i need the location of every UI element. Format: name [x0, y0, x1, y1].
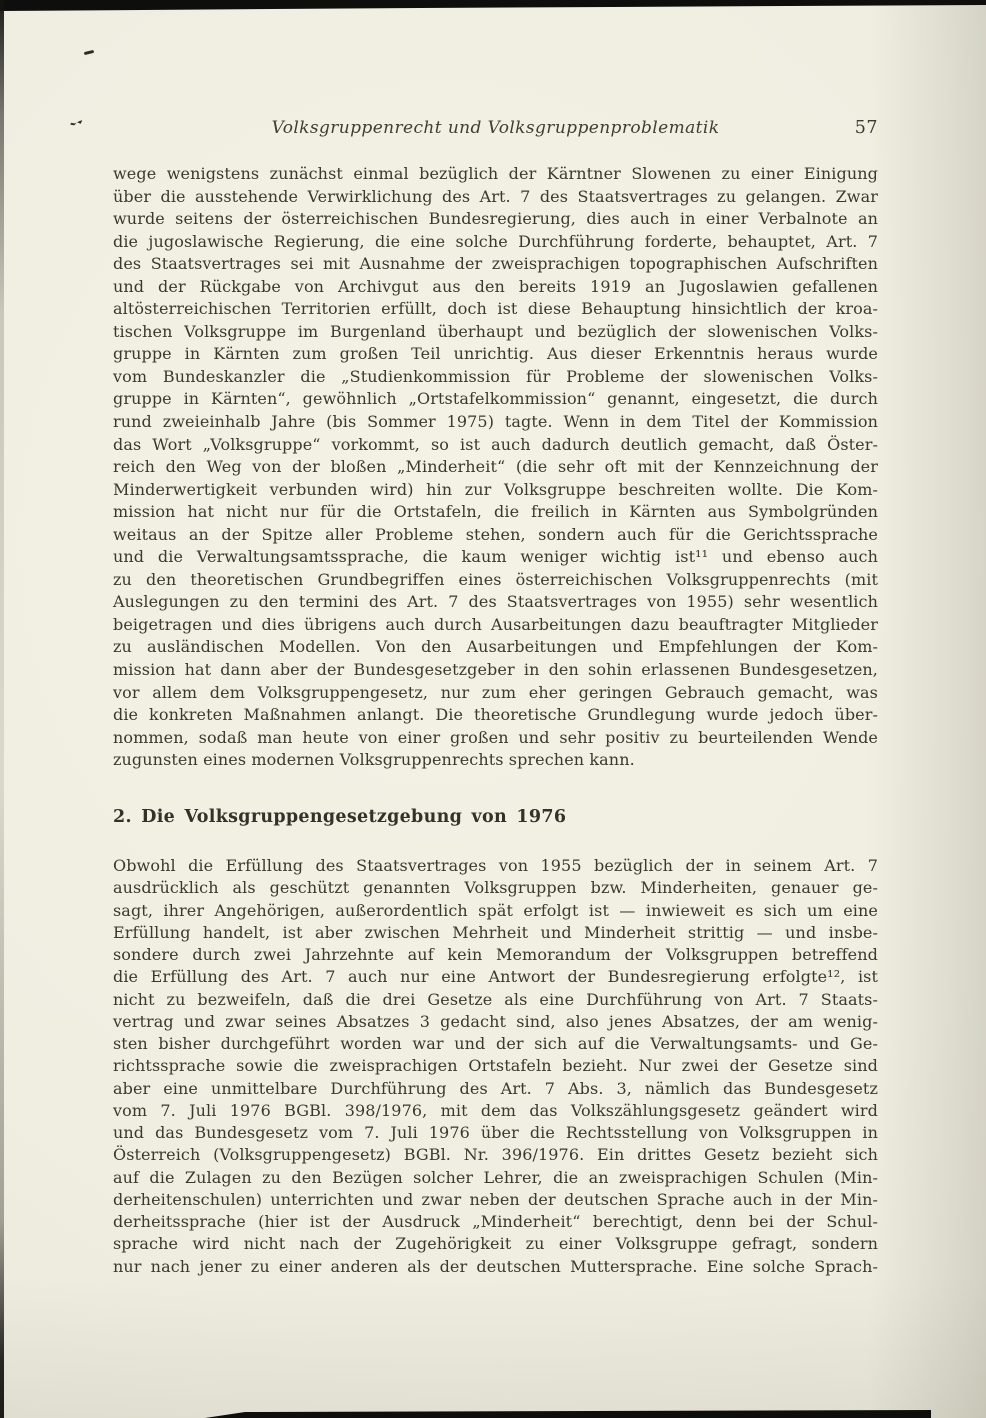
- text-line: vor allem dem Volksgruppengesetz, nur zum eher geringen Gebrauch gemacht, was: [113, 682, 878, 702]
- text-line: reich den Weg von der bloßen „Minderheit“ (die sehr oft mit der Kennzeichnung der: [113, 457, 878, 477]
- text-line: richtssprache sowie die zweisprachigen Ortstafeln bezieht. Nur zwei der Gesetze sind: [113, 1056, 878, 1076]
- text-line: die Erfüllung des Art. 7 auch nur eine Antwort der Bundesregierung erfolgte¹², ist: [113, 967, 878, 987]
- text-line: weitaus an der Spitze aller Probleme stehen, sondern auch für die Gerichtssprache: [113, 524, 878, 544]
- text-line: die jugoslawische Regierung, die eine solche Durchführung forderte, behauptet, Art. 7: [113, 231, 878, 251]
- text-line: Erfüllung handelt, ist aber zwischen Mehrheit und Minderheit strittig — und insbe-: [113, 922, 878, 942]
- text-line: zu den theoretischen Grundbegriffen eines österreichischen Volksgruppenrechts (mit: [113, 569, 878, 589]
- text-line: mission hat dann aber der Bundesgesetzgeber in den sohin erlassenen Bundesgesetzen,: [113, 660, 878, 680]
- text-line: das Wort „Volksgruppe“ vorkommt, so ist auch dadurch deutlich gemacht, daß Öster-: [113, 434, 878, 454]
- text-line: sten bisher durchgeführt worden war und der sich auf die Verwaltungsamts- und Ge-: [113, 1034, 878, 1053]
- text-line: zu ausländischen Modellen. Von den Ausarbeitungen und Empfehlungen der Kom-: [113, 637, 878, 657]
- text-line: wege wenigstens zunächst einmal bezüglich der Kärntner Slowenen zu einer Einigung: [113, 164, 878, 183]
- text-line: gruppe in Kärnten zum großen Teil unrichtig. Aus dieser Erkenntnis heraus wurde: [113, 344, 878, 364]
- text-line: derheitssprache (hier ist der Ausdruck „Minderheit“ berechtigt, denn bei der Schul-: [113, 1212, 878, 1231]
- text-line: sprache wird nicht nach der Zugehörigkeit zu einer Volksgruppe gefragt, sondern: [113, 1234, 878, 1254]
- text-line: die konkreten Maßnahmen anlangt. Die theoretische Grundlegung wurde jedoch über-: [113, 705, 878, 725]
- scan-edge-left: [0, 0, 4, 1418]
- text-line: Minderwertigkeit verbunden wird) hin zur Volksgruppe beschreiten wollte. Die Kom-: [113, 479, 878, 499]
- text-line: und das Bundesgesetz vom 7. Juli 1976 über die Rechtsstellung von Volksgruppen in: [113, 1123, 878, 1142]
- pencil-mark-top: [84, 50, 94, 55]
- text-line: und die Verwaltungsamtssprache, die kaum weniger wichtig ist¹¹ und ebenso auch: [113, 547, 878, 567]
- text-line: altösterreichischen Territorien erfüllt, doch ist diese Behauptung hinsichtlich der kroa-: [113, 299, 878, 319]
- text-line: mission hat nicht nur für die Ortstafeln, die freilich in Kärnten aus Symbolgründen: [113, 502, 878, 522]
- text-line: wurde seitens der österreichischen Bundesregierung, dies auch in einer Verbalnote an: [113, 209, 878, 229]
- paragraph-continuation: [113, 163, 878, 772]
- text-line: zugunsten eines modernen Volksgruppenrechts sprechen kann.: [113, 750, 635, 770]
- text-line: ausdrücklich als geschützt genannten Volksgruppen bzw. Minderheiten, genauer ge-: [113, 878, 878, 898]
- text-line: Obwohl die Erfüllung des Staatsvertrages von 1955 bezüglich der in seinem Art. 7: [113, 856, 878, 875]
- text-line: vom Bundeskanzler die „Studienkommission für Probleme der slowenischen Volks-: [113, 366, 878, 386]
- running-header: [113, 118, 878, 142]
- text-line: gruppe in Kärnten“, gewöhnlich „Ortstafelkommission“ genannt, eingesetzt, die durch: [113, 389, 878, 409]
- text-line: Österreich (Volksgruppengesetz) BGBl. Nr. 396/1976. Ein drittes Gesetz bezieht sich: [113, 1145, 878, 1165]
- text-line: vom 7. Juli 1976 BGBl. 398/1976, mit dem das Volkszählungsgesetz geändert wird: [113, 1100, 878, 1120]
- text-line: nommen, sodaß man heute von einer großen und sehr positiv zu beurteilenden Wende: [113, 727, 878, 747]
- section-heading: 2. Die Volksgruppengesetzgebung von 1976: [113, 807, 567, 827]
- text-line: Auslegungen zu den termini des Art. 7 des Staatsvertrages von 1955) sehr wesentlich: [113, 592, 878, 612]
- text-line: auf die Zulagen zu den Bezügen solcher Lehrer, die an zweisprachigen Schulen (Min-: [113, 1167, 878, 1187]
- text-line: des Staatsvertrages sei mit Ausnahme der zweisprachigen topographischen Aufschriften: [113, 254, 878, 274]
- page-number: 57: [854, 118, 878, 138]
- pencil-mark-margin: [70, 120, 83, 126]
- text-line: aber eine unmittelbare Durchführung des Art. 7 Abs. 3, nämlich das Bundesgesetz: [113, 1078, 878, 1098]
- text-line: sagt, ihrer Angehörigen, außerordentlich spät erfolgt ist — inwieweit es sich um eine: [113, 900, 878, 920]
- text-line: nur nach jener zu einer anderen als der deutschen Muttersprache. Eine solche Sprach-: [113, 1256, 878, 1276]
- text-line: über die ausstehende Verwirklichung des Art. 7 des Staatsvertrages zu gelangen. Zwar: [113, 186, 878, 206]
- text-line: sondere durch zwei Jahrzehnte auf kein Memorandum der Volksgruppen betreffend: [113, 945, 878, 964]
- text-line: und der Rückgabe von Archivgut aus den bereits 1919 an Jugoslawien gefallenen: [113, 276, 878, 296]
- scan-edge-bottom: [205, 1409, 931, 1418]
- text-line: vertrag und zwar seines Absatzes 3 gedacht sind, also jenes Absatzes, der am wenig-: [113, 1011, 878, 1031]
- text-line: beigetragen und dies übrigens auch durch Ausarbeitungen dazu beauftragter Mitglieder: [113, 614, 878, 634]
- text-line: rund zweieinhalb Jahre (bis Sommer 1975) tagte. Wenn in dem Titel der Kommission: [113, 412, 878, 432]
- scan-edge-top: [0, 0, 986, 11]
- running-header-title: Volksgruppenrecht und Volksgruppenproblematik: [271, 118, 720, 138]
- text-line: tischen Volksgruppe im Burgenland überhaupt und bezüglich der slowenischen Volks-: [113, 321, 878, 341]
- text-line: nicht zu bezweifeln, daß die drei Gesetze als eine Durchführung von Art. 7 Staats-: [113, 989, 878, 1009]
- text-line: derheitenschulen) unterrichten und zwar neben der deutschen Sprache auch in der Min-: [113, 1189, 878, 1209]
- paragraph-volksgruppengesetzgebung: [113, 855, 878, 1278]
